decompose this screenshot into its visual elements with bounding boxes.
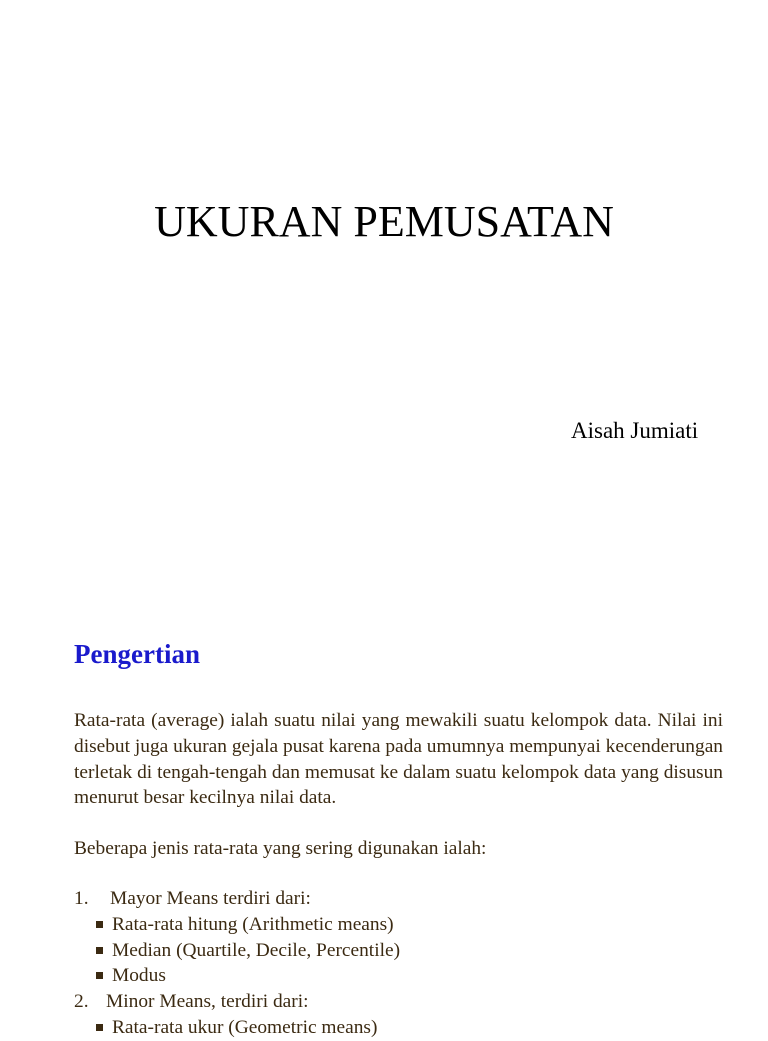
author-name: Aisah Jumiati [571,418,699,443]
square-bullet-icon [96,947,103,954]
bullet-item [74,938,724,964]
bullet-text: Median (Quartile, Decile, Percentile) [112,939,401,961]
list-item [74,989,724,1015]
list-item [74,886,724,912]
list-number: 1. [74,888,89,909]
square-bullet-icon [96,1024,103,1031]
section-heading: Pengertian [74,639,200,669]
means-list [74,886,724,1041]
square-bullet-icon [96,972,103,979]
bullet-text: Modus [112,965,166,987]
bullet-text: Rata-rata ukur (Geometric means) [112,1016,378,1038]
square-bullet-icon [96,921,103,928]
bullet-item [74,963,724,989]
bullet-item [74,1015,724,1041]
bullet-text: Rata-rata hitung (Arithmetic means) [112,913,394,935]
list-item-label: Mayor Means terdiri dari: [110,888,311,909]
slide-title: UKURAN PEMUSATAN [154,197,614,246]
list-number: 2. [74,991,89,1013]
list-item-label: Minor Means, terdiri dari: [106,991,309,1013]
bullet-item [74,912,724,938]
definition-paragraph: Rata-rata (average) ialah suatu nilai yang mewakili suatu kelompok data. Nilai ini disebut juga ukuran gejala pusat karena pada umumnya mempunyai kecenderungan terletak di tengah-tengah dan memusat ke dalam suatu kelompok data yang disusun menurut besar kecilnya nilai data. [74,710,723,809]
intro-text: Beberapa jenis rata-rata yang sering digunakan ialah: [74,838,487,859]
